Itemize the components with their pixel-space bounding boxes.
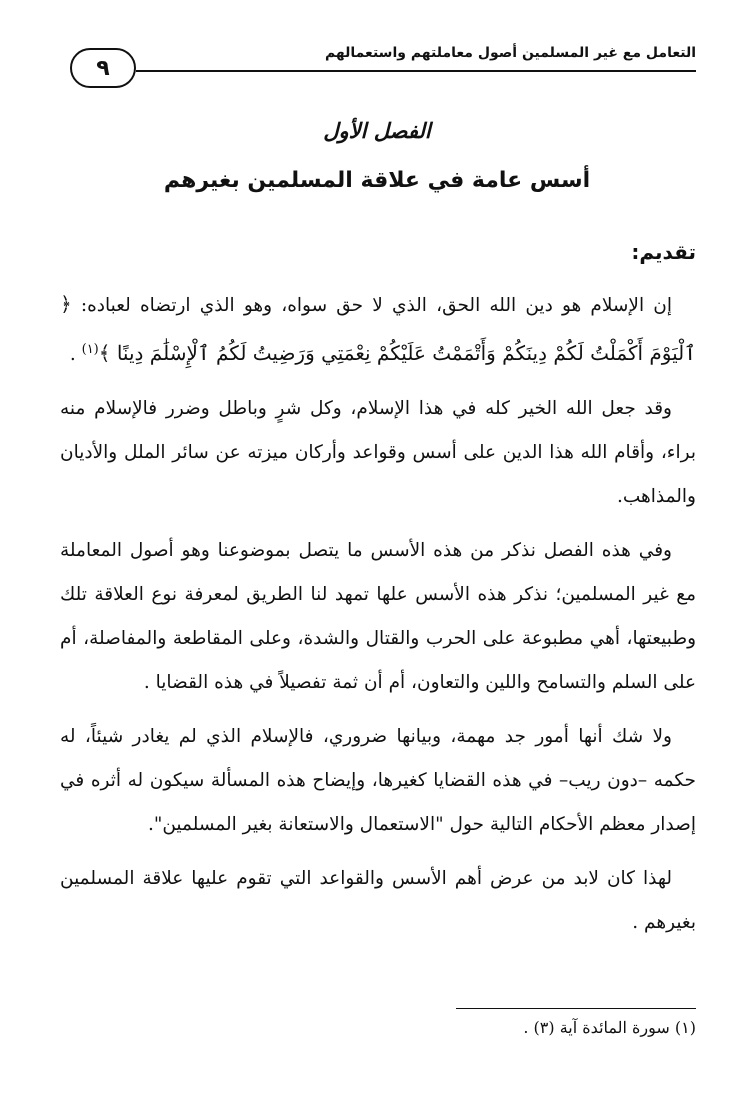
paragraph-1-end: . [69, 344, 82, 366]
body-text [60, 232, 696, 955]
footnote-divider [456, 1008, 696, 1009]
header-title: التعامل مع غير المسلمين أصول معاملتهم واستعمالهم [324, 45, 696, 61]
paragraph-4: ولا شك أنها أمور جد مهمة، وبيانها ضروري، فالإسلام الذي لم يغادر شيئاً، له حكمه –دون ريب– في هذه القضايا كغيرها، وإيضاح هذه المسألة سيكون له أثره في إصدار معظم الأحكام التالية حول "الاستعمال والاستعانة بغير المسلمين". [60, 726, 696, 836]
paragraph-3: وفي هذه الفصل نذكر من هذه الأسس ما يتصل بموضوعنا وهو أصول المعاملة مع غير المسلمين؛ نذكر هذه الأسس علها تمهد لنا الطريق لمعرفة نوع العلاقة تلك وطبيعتها، أهي مطبوعة على الحرب والقتال والشدة، وعلى المقاطعة والمفاصلة، أم على السلم والتسامح واللين والتعاون، أم أن ثمة تفصيلاً في هذه القضايا . [60, 540, 696, 694]
chapter-label: الفصل الأول [323, 118, 431, 143]
quran-verse: ﴿ ٱلْيَوْمَ أَكْمَلْتُ لَكُمْ دِينَكُمْ وَأَتْمَمْتُ عَلَيْكُمْ نِعْمَتِي وَرَضِيتُ لَكُمُ ٱلْإِسْلَٰمَ دِينًا ﴾ [60, 292, 696, 366]
header-rule [136, 70, 696, 72]
section-heading: تقديم: [631, 240, 696, 264]
paragraph-5: لهذا كان لابد من عرض أهم الأسس والقواعد التي تقوم عليها علاقة المسلمين بغيرهم . [60, 868, 696, 934]
page-number: ٩ [70, 48, 136, 88]
paragraph-1-text: إن الإسلام هو دين الله الحق، الذي لا حق سواه، وهو الذي ارتضاه لعباده: [71, 295, 672, 316]
running-header [70, 38, 696, 86]
chapter-title: أسس عامة في علاقة المسلمين بغيرهم [163, 168, 591, 193]
paragraph-1 [60, 282, 696, 377]
footnote: (١) سورة المائدة آية (٣) . [523, 1018, 696, 1037]
footnote-reference: (١) [81, 342, 99, 357]
paragraph-2: وقد جعل الله الخير كله في هذا الإسلام، وكل شرٍ وباطل وضرر فالإسلام منه براء، وأقام الله هذا الدين على أسس وقواعد وأركان ميزته عن سائر الملل والأديان والمذاهب. [60, 398, 696, 508]
